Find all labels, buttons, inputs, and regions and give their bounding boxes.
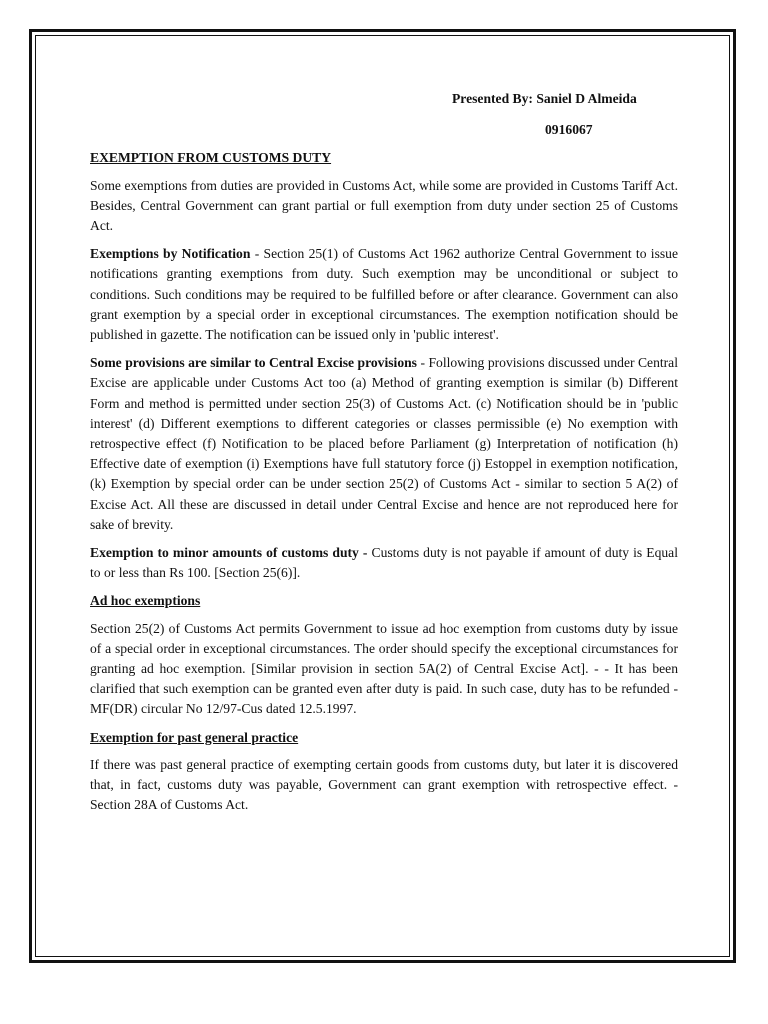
similar-provisions-text: - Following provisions discussed under Central Excise are applicable under Customs Act too (a) Method of granting exemption is similar (b) Different Form and method is permitted under section 25(3) of Customs Act. (c) Notification should be in 'public interest' (d) Different exemptions to different categories or classes permissible (e) No exemption with retrospective effect (f) Notification to be placed before Parliament (g) Interpretation of notification (h) Effective date of exemption (i) Exemptions have full statutory force (j) Estoppel in exemption notification, (k) Exemption by special order can be under section 25(2) of Customs Act - similar to section 5 A(2) of Excise Act. All these are discussed in detail under Central Excise and hence are not reproduced here for sake of brevity. [90, 355, 678, 532]
minor-amounts-lead: Exemption to minor amounts of customs duty - [90, 545, 368, 561]
notification-paragraph [90, 244, 678, 345]
adhoc-paragraph: Section 25(2) of Customs Act permits Government to issue ad hoc exemption from customs duty by issue of a special order in exceptional circumstances. The order should specify the exceptional circumstances for granting ad hoc exemption. [Similar provision in section 5A(2) of Central Excise Act]. - - It has been clarified that such exemption can be granted even after duty is paid. In such case, duty has to be refunded - MF(DR) circular No 12/97-Cus dated 12.5.1997. [90, 620, 678, 717]
intro-paragraph: Some exemptions from duties are provided in Customs Act, while some are provided in Customs Tariff Act. Besides, Central Government can grant partial or full exemption from duty under section 25 of Customs Act. [90, 177, 678, 234]
similar-provisions-lead: Some provisions are similar to Central Excise provisions [90, 355, 417, 371]
notification-lead: Exemptions by Notification [90, 246, 251, 262]
roll-number: 0916067 [545, 122, 593, 138]
notification-text: - Section 25(1) of Customs Act 1962 authorize Central Government to issue notifications granting exemptions from duty. Such exemption may be unconditional or subject to conditions. Such conditions may be required to be fulfilled before or after clearance. Government can also grant exemption by a special order in exceptional circumstances. The exemption notification should be published in gazette. The notification can be issued only in 'public interest'. [90, 246, 678, 343]
minor-amounts-text: Customs duty is not payable if amount of duty is Equal to or less than Rs 100. [Section 25(6)]. [90, 545, 678, 581]
presenter-line: Presented By: Saniel D Almeida [452, 91, 637, 106]
past-practice-paragraph: If there was past general practice of exempting certain goods from customs duty, but later it is discovered that, in fact, customs duty was payable, Government can grant exemption with retrospective effect. - Section 28A of Customs Act. [90, 756, 678, 813]
document-title: EXEMPTION FROM CUSTOMS DUTY [90, 150, 332, 166]
similar-provisions-paragraph [90, 353, 678, 535]
adhoc-heading: Ad hoc exemptions [90, 593, 201, 609]
document-body [90, 84, 678, 816]
past-practice-heading: Exemption for past general practice [90, 729, 299, 745]
minor-amounts-paragraph [90, 543, 678, 583]
